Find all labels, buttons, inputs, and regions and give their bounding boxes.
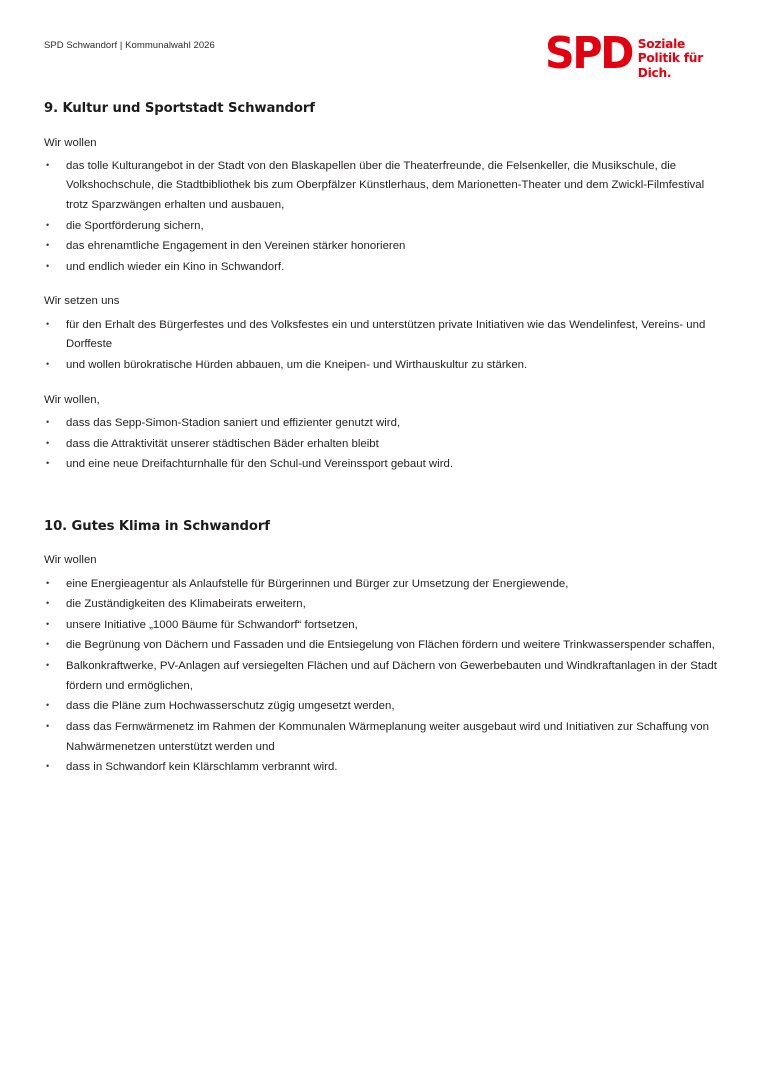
content-block <box>44 135 728 278</box>
spd-claim-line-1: Soziale <box>637 37 686 51</box>
spd-wordmark: SPD <box>544 28 633 79</box>
bullet-item: • die Sportförderung sichern, <box>44 217 728 237</box>
bullet-item: • unsere Initiative „1000 Bäume für Schwandorf“ fortsetzen, <box>44 616 728 636</box>
bullet-item: • und eine neue Dreifachturnhalle für den Schul-und Vereinssport gebaut wird. <box>44 455 728 475</box>
bullet-item: • für den Erhalt des Bürgerfestes und des Volksfestes ein und unterstützen private Initiativen wie das Wendelinfest, Vereins- und Dorffeste <box>44 316 728 355</box>
bullet-item: • eine Energieagentur als Anlaufstelle für Bürgerinnen und Bürger zur Umsetzung der Energiewende, <box>44 575 728 595</box>
document-section <box>44 519 728 778</box>
bullet-item: • die Zuständigkeiten des Klimabeirats erweitern, <box>44 595 728 615</box>
bullet-item: • die Begrünung von Dächern und Fassaden und die Entsiegelung von Flächen fördern und weitere Trinkwasserspender schaffen, <box>44 636 728 656</box>
bullet-item: • das ehrenamtliche Engagement in den Vereinen stärker honorieren <box>44 237 728 257</box>
bullet-item: • dass die Pläne zum Hochwasserschutz zügig umgesetzt werden, <box>44 697 728 717</box>
document-section <box>44 101 728 475</box>
section-heading: 9. Kultur und Sportstadt Schwandorf <box>44 101 315 116</box>
block-lead-text: Wir wollen <box>44 136 97 149</box>
spd-claim-line-2: Politik für <box>637 51 703 66</box>
bullet-item: • dass das Sepp-Simon-Stadion saniert und effizienter genutzt wird, <box>44 414 728 434</box>
bullet-list <box>44 414 728 475</box>
page-header <box>0 0 768 96</box>
block-lead-text: Wir wollen <box>44 554 97 567</box>
bullet-item: • das tolle Kulturangebot in der Stadt von den Blaskapellen über die Theaterfreunde, die Felsenkeller, die Musikschule, die Volkshochschule, die Stadtbibliothek bis zum Oberpfälzer Künstlerhaus, dem Marionetten-Theater und dem Zwickl-Filmfestival trotz Sparzwängen erhalten und ausbauen, <box>44 157 728 216</box>
spd-logo <box>544 28 703 80</box>
spd-claim <box>638 34 703 80</box>
spd-claim-line-3: Dich. <box>637 65 672 80</box>
bullet-item: • Balkonkraftwerke, PV-Anlagen auf versiegelten Flächen und auf Dächern von Gewerbebauten und Windkraftanlagen in der Stadt fördern und ermöglichen, <box>44 657 728 696</box>
bullet-item: • dass das Fernwärmenetz im Rahmen der Kommunalen Wärmeplanung weiter ausgebaut wird und Initiativen zur Schaffung von Nahwärmenetzen unterstützt werden und <box>44 718 728 757</box>
header-document-meta: SPD Schwandorf | Kommunalwahl 2026 <box>44 40 215 51</box>
content-block <box>44 392 728 475</box>
bullet-list <box>44 316 728 376</box>
block-lead-text: Wir wollen, <box>44 393 100 406</box>
block-lead-text: Wir setzen uns <box>44 295 120 308</box>
bullet-item: • und wollen bürokratische Hürden abbauen, um die Kneipen- und Wirthauskultur zu stärken. <box>44 356 728 376</box>
section-heading: 10. Gutes Klima in Schwandorf <box>44 518 270 534</box>
bullet-item: • dass in Schwandorf kein Klärschlamm verbrannt wird. <box>44 758 728 778</box>
bullet-list <box>44 157 728 278</box>
content-block <box>44 552 728 777</box>
bullet-list <box>44 575 728 778</box>
bullet-item: • dass die Attraktivität unserer städtischen Bäder erhalten bleibt <box>44 435 728 455</box>
content-block <box>44 293 728 375</box>
bullet-item: • und endlich wieder ein Kino in Schwandorf. <box>44 258 728 278</box>
document-content <box>44 101 728 779</box>
